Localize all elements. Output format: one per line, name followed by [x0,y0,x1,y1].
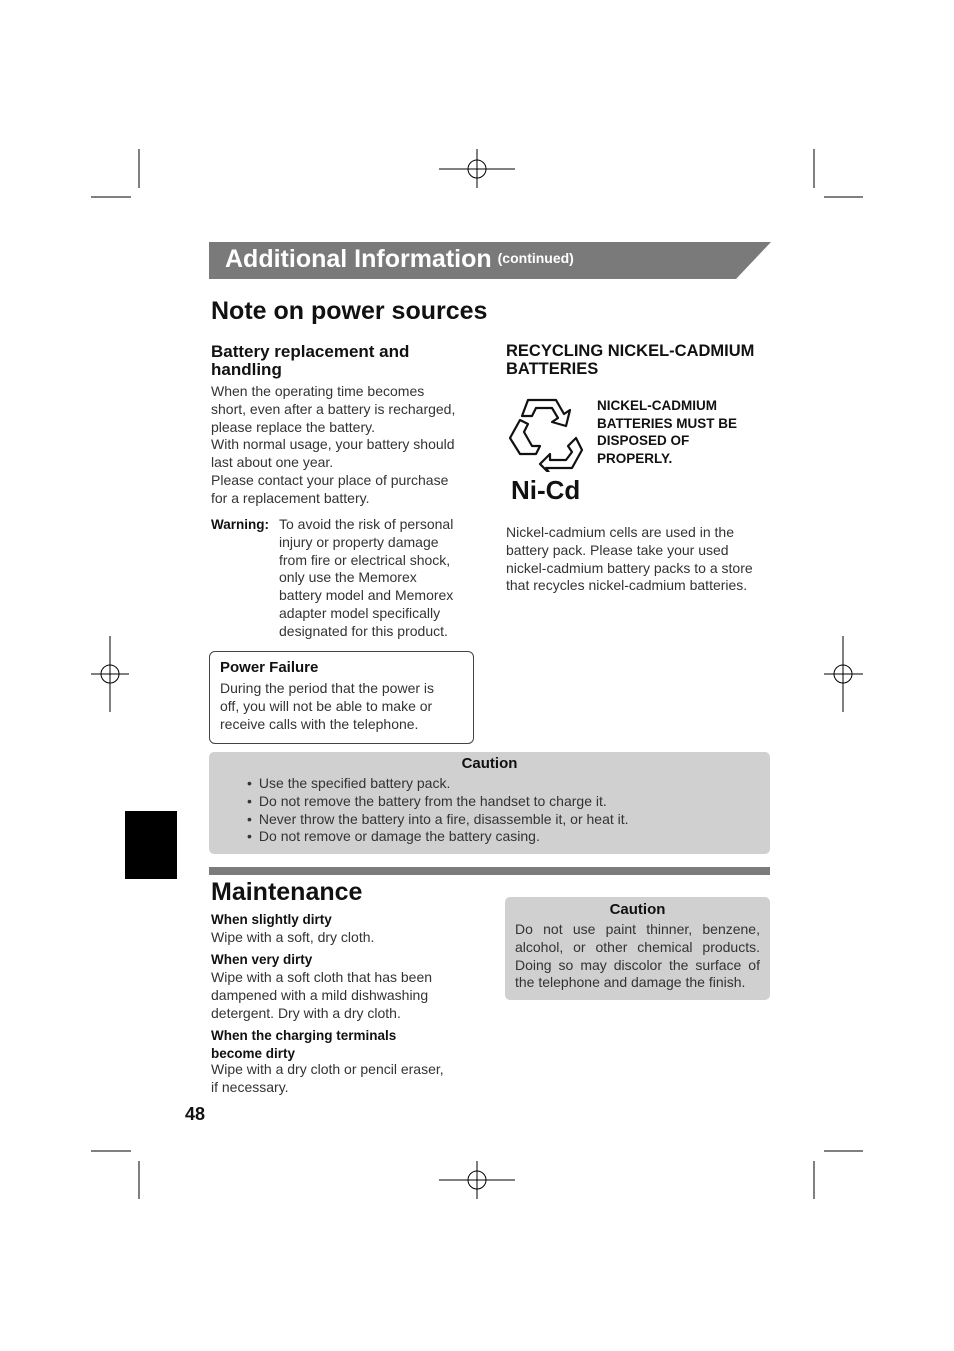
recycling-notice [597,397,737,467]
section-banner [209,242,771,279]
warning-line: from fire or electrical shock, [279,551,451,568]
recycling-line: Nickel-cadmium cells are used in the [506,524,734,540]
caution-item: • Never throw the battery into a fire, disassemble it, or heat it. [247,811,770,829]
battery-line: Please contact your place of purchase [211,471,449,488]
warning-line: injury or property damage [279,533,439,550]
recycling-line: nickel-cadmium battery packs to a store [506,559,753,576]
battery-line: for a replacement battery. [211,489,370,506]
battery-caution-box [209,752,770,854]
power-failure-box [209,651,474,744]
warning-line: only use the Memorex [279,569,417,586]
recycling-heading-line1: RECYCLING NICKEL-CADMIUM [506,342,755,360]
warning-line: battery model and Memorex [279,587,454,604]
very-dirty-line: dampened with a mild dishwashing [211,986,429,1003]
recycling-heading [506,342,754,378]
battery-line: When the operating time becomes [211,383,425,399]
battery-line: last about one year. [211,454,334,471]
caution-item: • Do not remove or damage the battery casing. [247,828,770,846]
battery-paragraph [211,383,476,508]
notice-line: BATTERIES MUST BE [597,415,738,431]
warning-line: designated for this product. [279,622,448,639]
slightly-dirty-text: Wipe with a soft, dry cloth. [211,929,375,945]
recycle-icon [506,396,586,472]
notice-line: DISPOSED OF [597,433,690,449]
power-failure-title: Power Failure [220,659,319,676]
very-dirty-line: Wipe with a soft cloth that has been [211,969,433,985]
warning-line: adapter model specifically [279,604,441,621]
battery-line: With normal usage, your battery should [211,436,455,453]
page-number: 48 [185,1104,206,1124]
battery-heading-line2: handling [211,360,282,379]
slightly-dirty-heading: When slightly dirty [211,912,332,927]
very-dirty-heading: When very dirty [211,952,313,967]
recycling-line: that recycles nickel-cadmium batteries. [506,577,748,594]
power-failure-line: off, you will not be able to make or [220,697,433,714]
power-failure-text [220,680,463,733]
very-dirty-line: detergent. Dry with a dry cloth. [211,1004,401,1021]
terminals-line: Wipe with a dry cloth or pencil eraser, [211,1061,444,1077]
battery-caution-title: Caution [461,755,518,772]
recycling-line: battery pack. Please take your used [506,541,729,558]
banner-title [225,245,574,274]
terminals-text [211,1061,476,1097]
battery-caution-list [209,775,770,846]
warning-text [279,516,479,641]
terminals-line: if necessary. [211,1078,289,1095]
recycling-heading-line2: BATTERIES [506,360,599,378]
maintenance-caution-title: Caution [609,901,666,918]
section-divider [209,867,770,875]
notice-line: NICKEL-CADMIUM [597,398,717,413]
recycling-paragraph [506,524,771,595]
warning-line: To avoid the risk of personal [279,516,454,532]
battery-line: please replace the battery. [211,418,375,435]
caution-item: • Use the specified battery pack. [247,775,770,793]
maintenance-caution-text: Do not use paint thinner, benzene, alcohol, or other chemical products. Doing so may discolor the surface of the telephone and damage the finish. [515,921,760,991]
terminals-heading [211,1027,396,1062]
chapter-tab [125,811,177,879]
terminals-heading-line1: When the charging terminals [211,1028,397,1043]
maintenance-caution-box [505,897,770,1000]
nicd-symbol-label: Ni-Cd [511,475,581,505]
terminals-heading-line2: become dirty [211,1045,296,1061]
power-failure-line: receive calls with the telephone. [220,715,419,732]
caution-item: • Do not remove the battery from the handset to charge it. [247,793,770,811]
warning-label: Warning: [211,517,269,532]
very-dirty-text [211,969,476,1022]
banner-subtitle: (continued) [497,250,574,266]
banner-title-text: Additional Information [225,245,492,273]
battery-heading-line1: Battery replacement and [211,342,410,361]
power-sources-title: Note on power sources [211,297,488,325]
notice-line: PROPERLY. [597,450,673,466]
battery-line: short, even after a battery is recharged, [211,400,456,417]
power-failure-line: During the period that the power is [220,680,435,696]
battery-heading [211,343,409,379]
maintenance-title: Maintenance [211,878,363,906]
